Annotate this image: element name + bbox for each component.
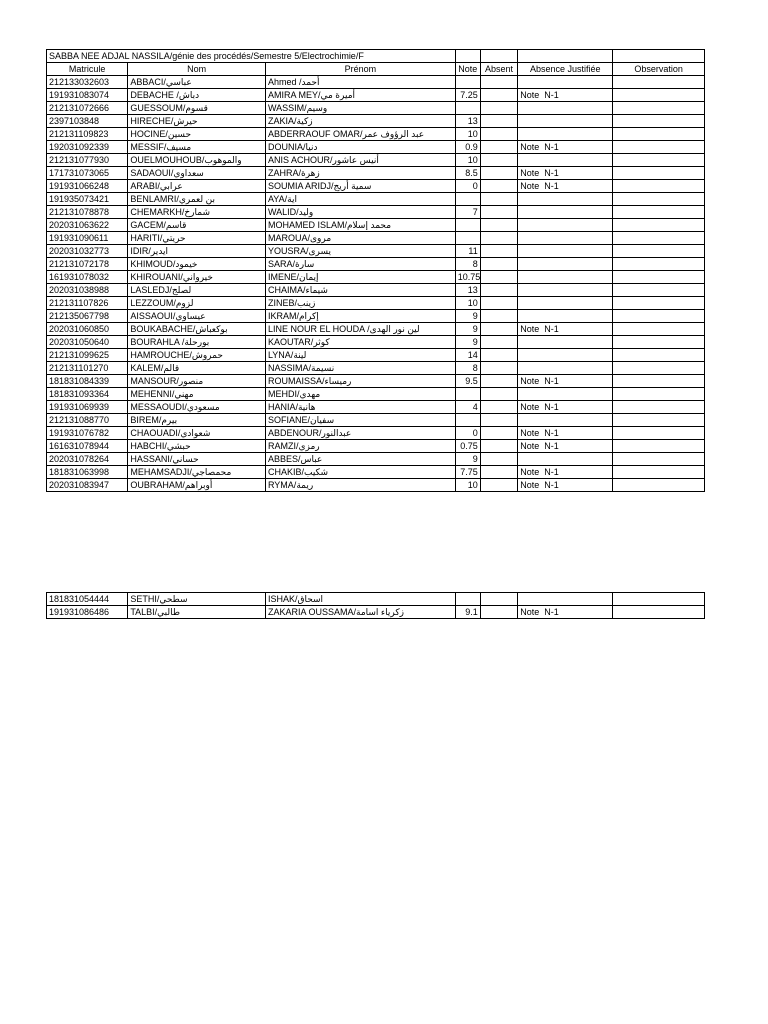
cell-absence-justifiee: Note N-1 — [518, 479, 613, 492]
cell-absent — [480, 115, 518, 128]
cell-observation — [613, 375, 705, 388]
cell-observation — [613, 479, 705, 492]
table-row — [47, 336, 705, 349]
cell-absent — [480, 206, 518, 219]
cell-observation — [613, 89, 705, 102]
cell-prenom: ZAKARIA OUSSAMA/زكرياء اسامة — [265, 606, 455, 619]
cell-nom: OUELMOUHOUB/والموهوب — [128, 154, 266, 167]
cell-prenom: ABDENOUR/عبدالنور — [265, 427, 455, 440]
cell-note — [455, 219, 480, 232]
cell-prenom: Ahmed /أحمد — [265, 76, 455, 89]
cell-absent — [480, 401, 518, 414]
cell-prenom: MEHDI/مهدي — [265, 388, 455, 401]
title-row-empty-cell — [613, 50, 705, 63]
cell-absence-justifiee: Note N-1 — [518, 466, 613, 479]
table-row — [47, 388, 705, 401]
table-row — [47, 102, 705, 115]
cell-prenom: RYMA/ريمة — [265, 479, 455, 492]
cell-prenom: IKRAM/إكرام — [265, 310, 455, 323]
cell-absence-justifiee: Note N-1 — [518, 167, 613, 180]
cell-observation — [613, 349, 705, 362]
table-row — [47, 232, 705, 245]
cell-prenom: LINE NOUR EL HOUDA /لين نور الهدى — [265, 323, 455, 336]
cell-nom: KHIROUANI/خيرواني — [128, 271, 266, 284]
cell-absence-justifiee: Note N-1 — [518, 375, 613, 388]
table-row — [47, 89, 705, 102]
cell-matricule: 202031063622 — [47, 219, 128, 232]
cell-prenom: HANIA/هانية — [265, 401, 455, 414]
cell-note: 9 — [455, 336, 480, 349]
cell-matricule: 212131107826 — [47, 297, 128, 310]
cell-absence-justifiee — [518, 349, 613, 362]
cell-observation — [613, 606, 705, 619]
cell-note: 0 — [455, 180, 480, 193]
cell-absence-justifiee — [518, 453, 613, 466]
cell-nom: BOURAHLA /بورحلة — [128, 336, 266, 349]
cell-matricule: 212131088770 — [47, 414, 128, 427]
cell-matricule: 212131109823 — [47, 128, 128, 141]
cell-nom: GUESSOUM/قسوم — [128, 102, 266, 115]
cell-absence-justifiee — [518, 388, 613, 401]
cell-absence-justifiee — [518, 102, 613, 115]
cell-absent — [480, 362, 518, 375]
cell-prenom: ABDERRAOUF OMAR/عبد الرؤوف عمر — [265, 128, 455, 141]
cell-prenom: RAMZI/رمزي — [265, 440, 455, 453]
cell-matricule: 171731073065 — [47, 167, 128, 180]
cell-absent — [480, 297, 518, 310]
cell-matricule: 212131078878 — [47, 206, 128, 219]
extra-grade-table — [46, 592, 705, 619]
cell-nom: ABBACI/عباسي — [128, 76, 266, 89]
cell-note — [455, 102, 480, 115]
col-header-prenom: Prénom — [265, 63, 455, 76]
cell-observation — [613, 388, 705, 401]
cell-absence-justifiee — [518, 232, 613, 245]
cell-note: 9.1 — [455, 606, 480, 619]
table-row — [47, 362, 705, 375]
cell-nom: TALBI/طالبي — [128, 606, 266, 619]
cell-nom: ARABI/عرابي — [128, 180, 266, 193]
cell-absent — [480, 245, 518, 258]
col-header-observation: Observation — [613, 63, 705, 76]
cell-nom: HIRECHE/حيرش — [128, 115, 266, 128]
cell-prenom: NASSIMA/نسيمة — [265, 362, 455, 375]
cell-absent — [480, 141, 518, 154]
cell-absent — [480, 593, 518, 606]
cell-observation — [613, 232, 705, 245]
cell-absence-justifiee: Note N-1 — [518, 323, 613, 336]
table-body — [47, 76, 705, 492]
table-row — [47, 466, 705, 479]
col-header-absent: Absent — [480, 63, 518, 76]
cell-absence-justifiee — [518, 219, 613, 232]
cell-observation — [613, 102, 705, 115]
cell-matricule: 161631078944 — [47, 440, 128, 453]
cell-nom: HAMROUCHE/حمروش — [128, 349, 266, 362]
cell-note — [455, 593, 480, 606]
cell-absence-justifiee — [518, 245, 613, 258]
cell-prenom: WASSIM/وسيم — [265, 102, 455, 115]
cell-prenom: AYA/اية — [265, 193, 455, 206]
grade-table — [46, 49, 705, 492]
cell-observation — [613, 414, 705, 427]
cell-matricule: 202031050640 — [47, 336, 128, 349]
cell-observation — [613, 310, 705, 323]
cell-prenom: ANIS ACHOUR/أنيس عاشور — [265, 154, 455, 167]
cell-matricule: 212131072178 — [47, 258, 128, 271]
cell-matricule: 212131099625 — [47, 349, 128, 362]
cell-observation — [613, 362, 705, 375]
cell-absence-justifiee — [518, 128, 613, 141]
cell-prenom: ZAHRA/زهرة — [265, 167, 455, 180]
table-row — [47, 284, 705, 297]
cell-observation — [613, 401, 705, 414]
cell-matricule: 202031032773 — [47, 245, 128, 258]
cell-matricule: 212133032603 — [47, 76, 128, 89]
cell-nom: MEHENNI/مهني — [128, 388, 266, 401]
cell-absent — [480, 336, 518, 349]
cell-absence-justifiee — [518, 271, 613, 284]
table-row — [47, 167, 705, 180]
cell-matricule: 191935073421 — [47, 193, 128, 206]
cell-prenom: ISHAK/اسحاق — [265, 593, 455, 606]
cell-nom: DEBACHE /دباش — [128, 89, 266, 102]
col-header-note: Note — [455, 63, 480, 76]
cell-matricule: 202031038988 — [47, 284, 128, 297]
table-row — [47, 219, 705, 232]
table-row — [47, 440, 705, 453]
title-row-empty-cell — [480, 50, 518, 63]
table-row — [47, 401, 705, 414]
table-row — [47, 349, 705, 362]
cell-note: 9 — [455, 310, 480, 323]
cell-absent — [480, 76, 518, 89]
table-row — [47, 154, 705, 167]
cell-absent — [480, 193, 518, 206]
cell-absence-justifiee: Note N-1 — [518, 89, 613, 102]
table-row — [47, 128, 705, 141]
cell-absent — [480, 232, 518, 245]
cell-observation — [613, 206, 705, 219]
cell-matricule: 181831063998 — [47, 466, 128, 479]
cell-prenom: MOHAMED ISLAM/محمد إسلام — [265, 219, 455, 232]
cell-note: 10 — [455, 154, 480, 167]
cell-nom: IDIR/ايدير — [128, 245, 266, 258]
cell-matricule: 191931066248 — [47, 180, 128, 193]
cell-matricule: 191931086486 — [47, 606, 128, 619]
cell-observation — [613, 440, 705, 453]
cell-prenom: MAROUA/مروى — [265, 232, 455, 245]
cell-note: 10 — [455, 297, 480, 310]
col-header-absence-justifiee: Absence Justifiée — [518, 63, 613, 76]
cell-note: 13 — [455, 284, 480, 297]
cell-observation — [613, 323, 705, 336]
title-row-empty-cell — [518, 50, 613, 63]
cell-observation — [613, 258, 705, 271]
cell-absent — [480, 310, 518, 323]
cell-absence-justifiee: Note N-1 — [518, 401, 613, 414]
cell-matricule: 212131101270 — [47, 362, 128, 375]
cell-nom: LEZZOUM/لزوم — [128, 297, 266, 310]
cell-matricule: 191931076782 — [47, 427, 128, 440]
table-row — [47, 271, 705, 284]
cell-nom: SADAOUI/سعداوي — [128, 167, 266, 180]
cell-matricule: 202031078264 — [47, 453, 128, 466]
table-row — [47, 453, 705, 466]
cell-matricule: 191931083074 — [47, 89, 128, 102]
cell-nom: HARITI/حريتي — [128, 232, 266, 245]
cell-prenom: AMIRA MEY/أميرة مي — [265, 89, 455, 102]
cell-absent — [480, 219, 518, 232]
cell-nom: GACEM/قاسم — [128, 219, 266, 232]
cell-observation — [613, 453, 705, 466]
cell-nom: AISSAOUI/عيساوي — [128, 310, 266, 323]
cell-absence-justifiee — [518, 297, 613, 310]
cell-note: 10.75 — [455, 271, 480, 284]
table-row — [47, 206, 705, 219]
cell-note — [455, 76, 480, 89]
cell-observation — [613, 336, 705, 349]
cell-observation — [613, 284, 705, 297]
cell-observation — [613, 154, 705, 167]
cell-nom: KHIMOUD/خيمود — [128, 258, 266, 271]
cell-observation — [613, 193, 705, 206]
cell-nom: KALEM/قالم — [128, 362, 266, 375]
cell-nom: CHAOUADI/شعوادي — [128, 427, 266, 440]
cell-absence-justifiee: Note N-1 — [518, 427, 613, 440]
cell-absent — [480, 606, 518, 619]
cell-nom: OUBRAHAM/أوبراهم — [128, 479, 266, 492]
cell-absence-justifiee: Note N-1 — [518, 180, 613, 193]
cell-matricule: 212135067798 — [47, 310, 128, 323]
cell-absence-justifiee — [518, 593, 613, 606]
cell-absent — [480, 453, 518, 466]
cell-nom: BOUKABACHE/بوكعباش — [128, 323, 266, 336]
cell-absence-justifiee — [518, 336, 613, 349]
extra-table-body — [47, 593, 705, 619]
cell-matricule: 161931078032 — [47, 271, 128, 284]
cell-note — [455, 388, 480, 401]
table-row — [47, 297, 705, 310]
table-row — [47, 115, 705, 128]
cell-absent — [480, 89, 518, 102]
cell-note: 14 — [455, 349, 480, 362]
cell-nom: BIREM/بيرم — [128, 414, 266, 427]
cell-matricule: 212131072666 — [47, 102, 128, 115]
cell-observation — [613, 115, 705, 128]
cell-note — [455, 232, 480, 245]
cell-absence-justifiee — [518, 193, 613, 206]
cell-note: 4 — [455, 401, 480, 414]
cell-prenom: CHAKIB/شكيب — [265, 466, 455, 479]
cell-absence-justifiee — [518, 414, 613, 427]
cell-absent — [480, 167, 518, 180]
table-row — [47, 414, 705, 427]
table-row — [47, 245, 705, 258]
cell-absence-justifiee — [518, 206, 613, 219]
cell-observation — [613, 466, 705, 479]
cell-note: 8 — [455, 362, 480, 375]
cell-nom: MANSOUR/منصور — [128, 375, 266, 388]
cell-observation — [613, 219, 705, 232]
col-header-matricule: Matricule — [47, 63, 128, 76]
cell-absence-justifiee — [518, 284, 613, 297]
cell-absent — [480, 427, 518, 440]
cell-prenom: IMENE/إيمان — [265, 271, 455, 284]
cell-matricule: 212131077930 — [47, 154, 128, 167]
cell-matricule: 191931090611 — [47, 232, 128, 245]
cell-note: 7.25 — [455, 89, 480, 102]
title-row-empty-cell — [455, 50, 480, 63]
cell-nom: HABCHI/حبشي — [128, 440, 266, 453]
cell-observation — [613, 245, 705, 258]
cell-absent — [480, 440, 518, 453]
cell-nom: BENLAMRI/بن لعمري — [128, 193, 266, 206]
cell-matricule: 192031092339 — [47, 141, 128, 154]
cell-absent — [480, 258, 518, 271]
cell-nom: MESSAOUDI/مسعودي — [128, 401, 266, 414]
cell-note: 9.5 — [455, 375, 480, 388]
table-row — [47, 323, 705, 336]
cell-note: 7.75 — [455, 466, 480, 479]
cell-note: 7 — [455, 206, 480, 219]
table-row — [47, 193, 705, 206]
cell-matricule: 181831093364 — [47, 388, 128, 401]
cell-note: 8.5 — [455, 167, 480, 180]
cell-prenom: ZINEB/زينب — [265, 297, 455, 310]
cell-nom: HASSANI/حساني — [128, 453, 266, 466]
cell-prenom: SARA/سارة — [265, 258, 455, 271]
cell-observation — [613, 167, 705, 180]
cell-absence-justifiee — [518, 154, 613, 167]
title-row — [47, 50, 705, 63]
cell-absent — [480, 284, 518, 297]
cell-observation — [613, 128, 705, 141]
cell-observation — [613, 297, 705, 310]
cell-observation — [613, 427, 705, 440]
cell-nom: MESSIF/مسيف — [128, 141, 266, 154]
cell-prenom: KAOUTAR/كوثر — [265, 336, 455, 349]
cell-absence-justifiee — [518, 76, 613, 89]
cell-absent — [480, 323, 518, 336]
cell-prenom: DOUNIA/دنيا — [265, 141, 455, 154]
cell-nom: MEHAMSADJI/محمصاجي — [128, 466, 266, 479]
cell-absence-justifiee — [518, 258, 613, 271]
cell-matricule: 2397103848 — [47, 115, 128, 128]
cell-prenom: LYNA/لينة — [265, 349, 455, 362]
cell-observation — [613, 271, 705, 284]
cell-nom: SETHI/سطحي — [128, 593, 266, 606]
table-row — [47, 479, 705, 492]
cell-absent — [480, 271, 518, 284]
cell-observation — [613, 593, 705, 606]
cell-note: 13 — [455, 115, 480, 128]
cell-absence-justifiee: Note N-1 — [518, 606, 613, 619]
cell-prenom: YOUSRA/يسرى — [265, 245, 455, 258]
table-row — [47, 606, 705, 619]
table-row — [47, 180, 705, 193]
cell-prenom: ROUMAISSA/رميساء — [265, 375, 455, 388]
cell-note: 9 — [455, 453, 480, 466]
cell-absence-justifiee: Note N-1 — [518, 141, 613, 154]
cell-absence-justifiee — [518, 362, 613, 375]
cell-observation — [613, 141, 705, 154]
cell-observation — [613, 180, 705, 193]
cell-absent — [480, 154, 518, 167]
col-header-nom: Nom — [128, 63, 266, 76]
cell-note: 0.75 — [455, 440, 480, 453]
cell-note: 10 — [455, 479, 480, 492]
table-row — [47, 593, 705, 606]
cell-absent — [480, 388, 518, 401]
cell-absent — [480, 466, 518, 479]
cell-note — [455, 193, 480, 206]
cell-prenom: CHAIMA/شيماء — [265, 284, 455, 297]
cell-matricule: 181831084339 — [47, 375, 128, 388]
cell-matricule: 191931069939 — [47, 401, 128, 414]
cell-absent — [480, 102, 518, 115]
cell-note: 0 — [455, 427, 480, 440]
cell-note: 9 — [455, 323, 480, 336]
cell-prenom: SOUMIA ARIDJ/سمية أريج — [265, 180, 455, 193]
cell-note — [455, 414, 480, 427]
cell-absence-justifiee — [518, 115, 613, 128]
cell-prenom: SOFIANE/سفيان — [265, 414, 455, 427]
cell-absence-justifiee — [518, 310, 613, 323]
cell-absent — [480, 349, 518, 362]
cell-note: 8 — [455, 258, 480, 271]
cell-absent — [480, 180, 518, 193]
cell-observation — [613, 76, 705, 89]
table-row — [47, 375, 705, 388]
cell-note: 10 — [455, 128, 480, 141]
cell-matricule: 202031060850 — [47, 323, 128, 336]
cell-prenom: ABBES/عباس — [265, 453, 455, 466]
cell-absence-justifiee: Note N-1 — [518, 440, 613, 453]
cell-absent — [480, 479, 518, 492]
table-row — [47, 427, 705, 440]
sheet-title: SABBA NEE ADJAL NASSILA/génie des procédés/Semestre 5/Electrochimie/F — [47, 50, 456, 63]
cell-note: 0.9 — [455, 141, 480, 154]
table-row — [47, 258, 705, 271]
table-row — [47, 76, 705, 89]
cell-nom: CHEMARKH/شمارخ — [128, 206, 266, 219]
header-row — [47, 63, 705, 76]
cell-nom: LASLEDJ/لصلج — [128, 284, 266, 297]
table-row — [47, 141, 705, 154]
cell-absent — [480, 128, 518, 141]
cell-nom: HOCINE/حسين — [128, 128, 266, 141]
cell-absent — [480, 414, 518, 427]
cell-matricule: 181831054444 — [47, 593, 128, 606]
cell-prenom: ZAKIA/زكية — [265, 115, 455, 128]
cell-note: 11 — [455, 245, 480, 258]
cell-absent — [480, 375, 518, 388]
table-row — [47, 310, 705, 323]
cell-matricule: 202031083947 — [47, 479, 128, 492]
cell-prenom: WALID/وليد — [265, 206, 455, 219]
table-head — [47, 50, 705, 76]
